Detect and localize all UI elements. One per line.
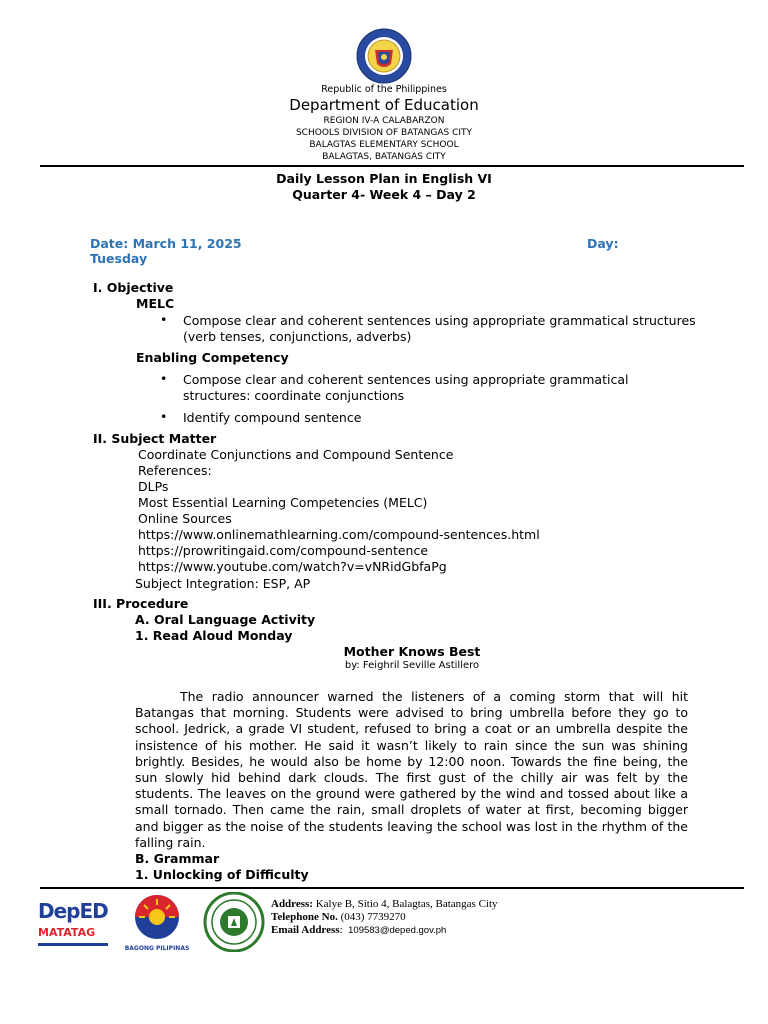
story-title: Mother Knows Best — [343, 644, 481, 659]
melc-list — [136, 313, 696, 345]
telephone-label: Telephone No. — [271, 911, 338, 923]
enabling-list — [136, 372, 696, 426]
email-label: Email Address — [271, 924, 340, 936]
story-text: The radio announcer warned the listeners of a coming storm that will hit Batangas that morning. Students were advised to bring umbrella before they go to school. Jedrick, a grade VI student, refused to bring a coat or an umbrella despite the insistence of his mother. He said it wasn’t likely to rain since the sun was shining brightly. Besides, he would also be home by 12:00 noon. Towards the fine being, the sun slowly hid behind dark clouds. The first gust of the chilly air was felt by the students. The leaves on the ground were gathered by the wind and tossed about like a small tornado. Then came the rain, small droplets of water at first, becoming bigger and bigger as the noise of the students leaving the school was lost in the rhythm of the falling rain. — [135, 689, 688, 850]
matatag-underline — [38, 943, 108, 946]
list-item: • Compose clear and coherent sentences using appropriate grammatical structures: coordinate conjunctions — [160, 371, 629, 403]
date-text: Date: March 11, 2025 — [90, 236, 242, 251]
telephone-row — [271, 911, 498, 924]
footer-contact — [271, 898, 498, 937]
department-name: Department of Education — [289, 96, 479, 114]
bagong-pilipinas-emblem-icon — [120, 893, 194, 941]
unlocking-difficulty-label: 1. Unlocking of Difficulty — [135, 867, 309, 882]
matatag-text: MATATAG — [38, 926, 96, 939]
division-line: SCHOOLS DIVISION OF BATANGAS CITY — [295, 128, 473, 138]
story-byline: by: Feighril Seville Astillero — [344, 660, 480, 671]
objective-heading: I. Objective — [93, 280, 174, 295]
melc-label: MELC — [136, 296, 175, 311]
reference-item: DLPs — [138, 479, 169, 494]
location-line: BALAGTAS, BATANGAS CITY — [322, 152, 446, 162]
deped-seal-logo — [345, 28, 423, 84]
bullet-icon: • — [160, 409, 168, 424]
date-block — [90, 236, 650, 266]
read-aloud-label: 1. Read Aloud Monday — [135, 628, 293, 643]
bagong-pilipinas-logo — [120, 893, 194, 951]
oral-language-label: A. Oral Language Activity — [135, 612, 316, 627]
list-item: • Identify compound sentence — [160, 409, 362, 425]
bagong-pilipinas-text: BAGONG PILIPINAS — [124, 945, 190, 952]
region-block — [0, 115, 768, 163]
school-line: BALAGTAS ELEMENTARY SCHOOL — [309, 140, 459, 150]
grammar-label: B. Grammar — [135, 851, 220, 866]
list-item: • Compose clear and coherent sentences using appropriate grammatical structures (verb tenses, conjunctions, adverbs) — [160, 312, 696, 344]
lesson-title: Daily Lesson Plan in English VI — [276, 171, 492, 186]
header-divider — [40, 165, 744, 167]
procedure-heading: III. Procedure — [93, 596, 189, 611]
subject-integration: Subject Integration: ESP, AP — [135, 576, 311, 591]
republic-line: Republic of the Philippines — [321, 84, 447, 95]
lesson-subtitle: Quarter 4- Week 4 – Day 2 — [292, 187, 476, 202]
subject-matter-block — [138, 447, 540, 575]
subject-matter-heading: II. Subject Matter — [93, 431, 217, 446]
footer-divider — [40, 887, 744, 889]
address-row — [271, 898, 498, 911]
bullet-icon: • — [160, 371, 168, 386]
reference-link[interactable]: https://www.youtube.com/watch?v=vNRidGbfaPg — [138, 559, 447, 574]
enabling-label: Enabling Competency — [136, 350, 289, 365]
references-label: References: — [138, 463, 212, 478]
deped-logo-text: DepED — [38, 899, 108, 923]
email-row: Email Address: 109583@deped.gov.ph — [271, 924, 447, 936]
day-value: Tuesday — [90, 251, 148, 266]
bullet-icon: • — [160, 312, 168, 327]
telephone-value: (043) 7739270 — [340, 911, 406, 923]
address-label: Address: — [271, 898, 313, 910]
reference-link[interactable]: https://www.onlinemathlearning.com/compound-sentences.html — [138, 527, 540, 542]
reference-link[interactable]: https://prowritingaid.com/compound-sentence — [138, 543, 429, 558]
reference-item: Online Sources — [138, 511, 232, 526]
school-seal-icon — [203, 892, 265, 952]
day-label: Day: — [587, 236, 619, 251]
deped-matatag-logo — [38, 900, 114, 950]
address-value: Kalye B, Sitio 4, Balagtas, Batangas City — [315, 898, 498, 910]
reference-item: Most Essential Learning Competencies (MELC) — [138, 495, 428, 510]
subject-topic: Coordinate Conjunctions and Compound Sentence — [138, 447, 454, 462]
email-value[interactable]: 109583@deped.gov.ph — [348, 925, 447, 936]
region-line: REGION IV-A CALABARZON — [323, 116, 445, 126]
